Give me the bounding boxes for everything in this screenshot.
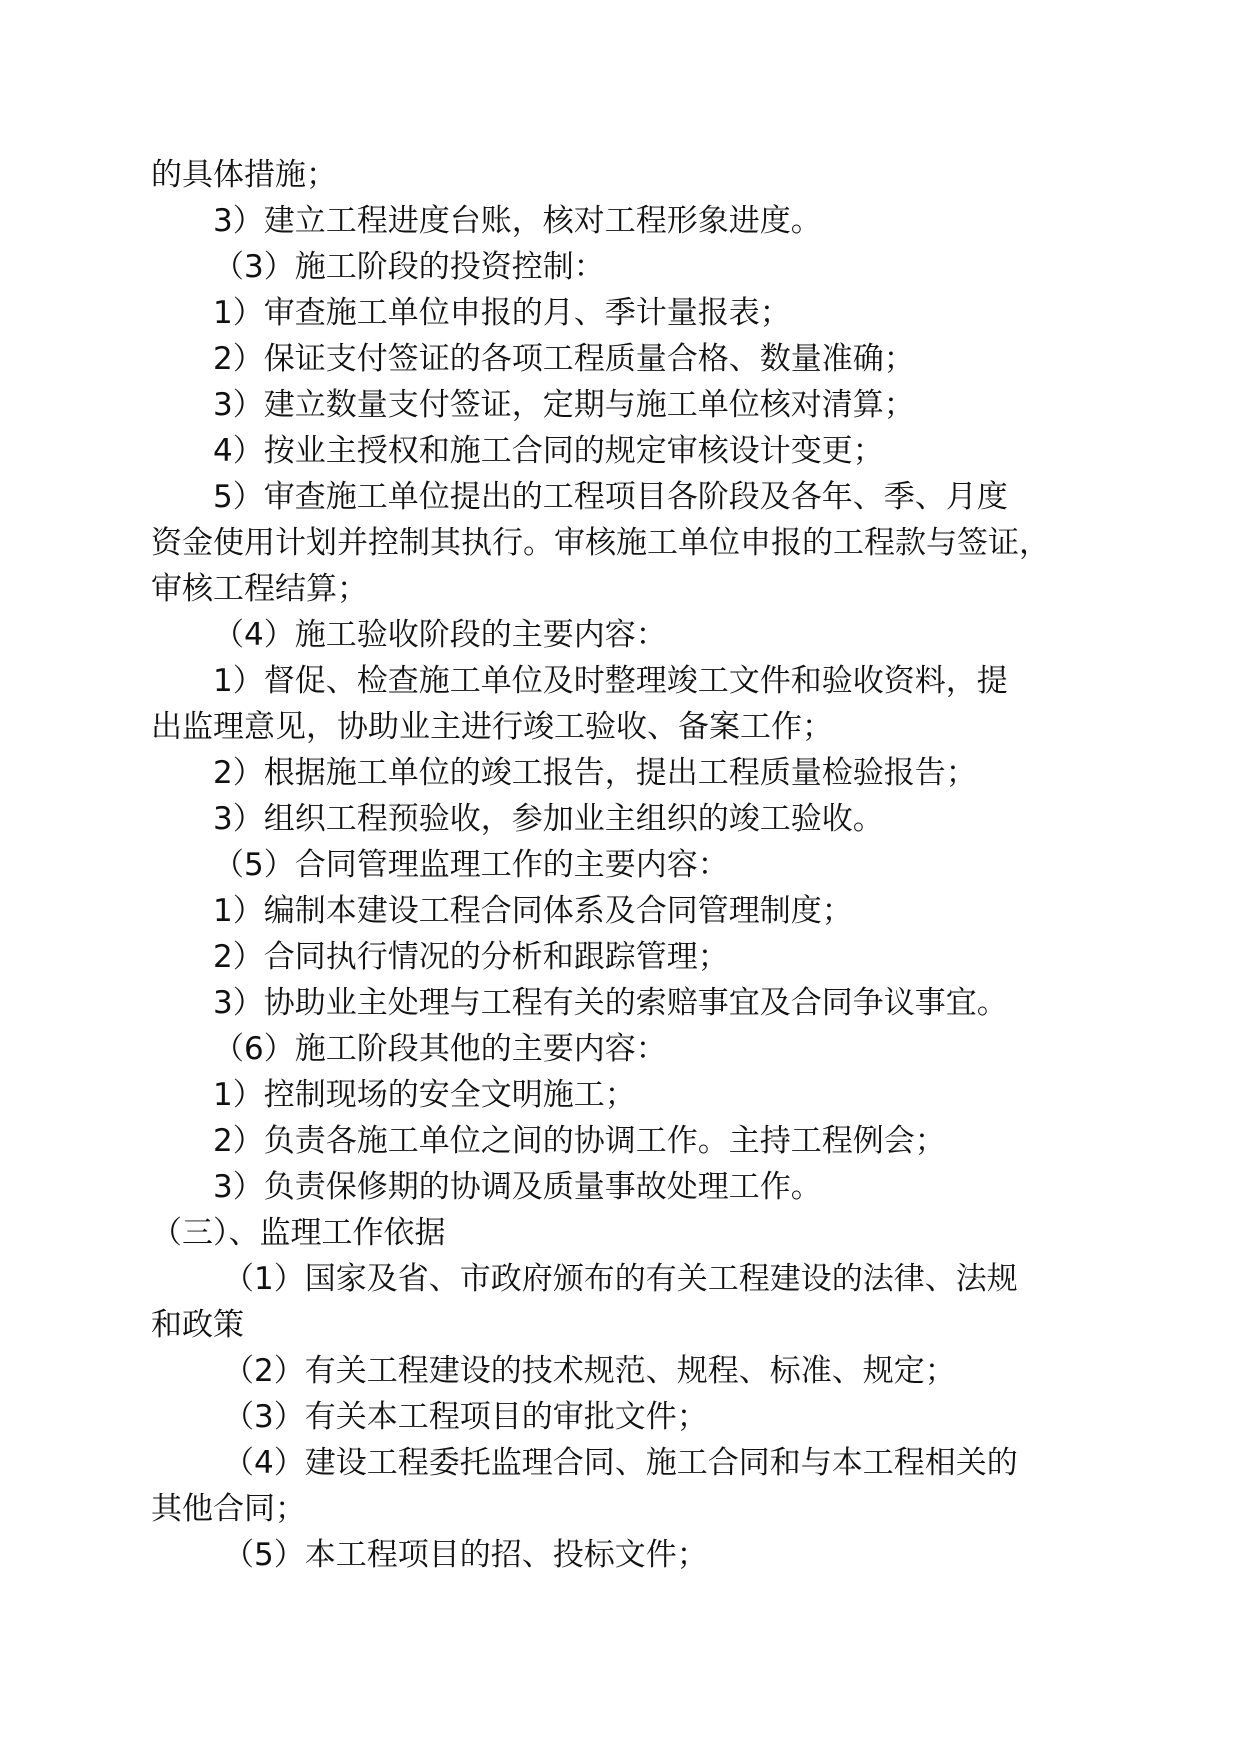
text-line: （5）本工程项目的招、投标文件；: [223, 1537, 708, 1573]
text-line: 3）建立工程进度台账，核对工程形象进度。: [213, 203, 822, 239]
text-line: 3）组织工程预验收，参加业主组织的竣工验收。: [213, 801, 884, 837]
text-line: 审核工程结算；: [151, 571, 368, 607]
text-line: 2）保证支付签证的各项工程质量合格、数量准确；: [213, 341, 915, 377]
text-line: 1）审查施工单位申报的月、季计量报表；: [213, 295, 791, 331]
text-line: 3）负责保修期的协调及质量事故处理工作。: [213, 1169, 822, 1205]
text-line: 和政策: [151, 1307, 244, 1343]
text-line: 1）督促、检查施工单位及时整理竣工文件和验收资料，提: [213, 663, 1008, 699]
section-heading: （3）施工阶段的投资控制：: [213, 249, 605, 285]
text-line: 其他合同；: [151, 1491, 306, 1527]
text-line: 2）负责各施工单位之间的协调工作。主持工程例会；: [213, 1123, 946, 1159]
section-heading: （5）合同管理监理工作的主要内容：: [213, 847, 729, 883]
text-line: （1）国家及省、市政府颁布的有关工程建设的法律、法规: [223, 1261, 1018, 1297]
section-heading: （4）施工验收阶段的主要内容：: [213, 617, 667, 653]
text-line: （3）有关本工程项目的审批文件；: [223, 1399, 708, 1435]
text-line: 2）合同执行情况的分析和跟踪管理；: [213, 939, 729, 975]
text-line: 出监理意见，协助业主进行竣工验收、备案工作；: [151, 709, 833, 745]
text-line: 的具体措施；: [151, 157, 337, 193]
text-line: 2）根据施工单位的竣工报告，提出工程质量检验报告；: [213, 755, 977, 791]
text-line: 1）编制本建设工程合同体系及合同管理制度；: [213, 893, 853, 929]
section-heading: （6）施工阶段其他的主要内容：: [213, 1031, 667, 1067]
text-line: （2）有关工程建设的技术规范、规程、标准、规定；: [223, 1353, 956, 1389]
text-line: 4）按业主授权和施工合同的规定审核设计变更；: [213, 433, 884, 469]
text-line: 3）建立数量支付签证，定期与施工单位核对清算；: [213, 387, 915, 423]
text-line: 3）协助业主处理与工程有关的索赔事宜及合同争议事宜。: [213, 985, 1008, 1021]
text-line: 资金使用计划并控制其执行。审核施工单位申报的工程款与签证，: [151, 525, 1050, 561]
text-line: 1）控制现场的安全文明施工；: [213, 1077, 636, 1113]
text-line: （4）建设工程委托监理合同、施工合同和与本工程相关的: [223, 1445, 1018, 1481]
document-body: [151, 152, 1101, 1578]
text-line: 5）审查施工单位提出的工程项目各阶段及各年、季、月度: [213, 479, 1008, 515]
chapter-heading: （三）、监理工作依据: [151, 1215, 446, 1251]
